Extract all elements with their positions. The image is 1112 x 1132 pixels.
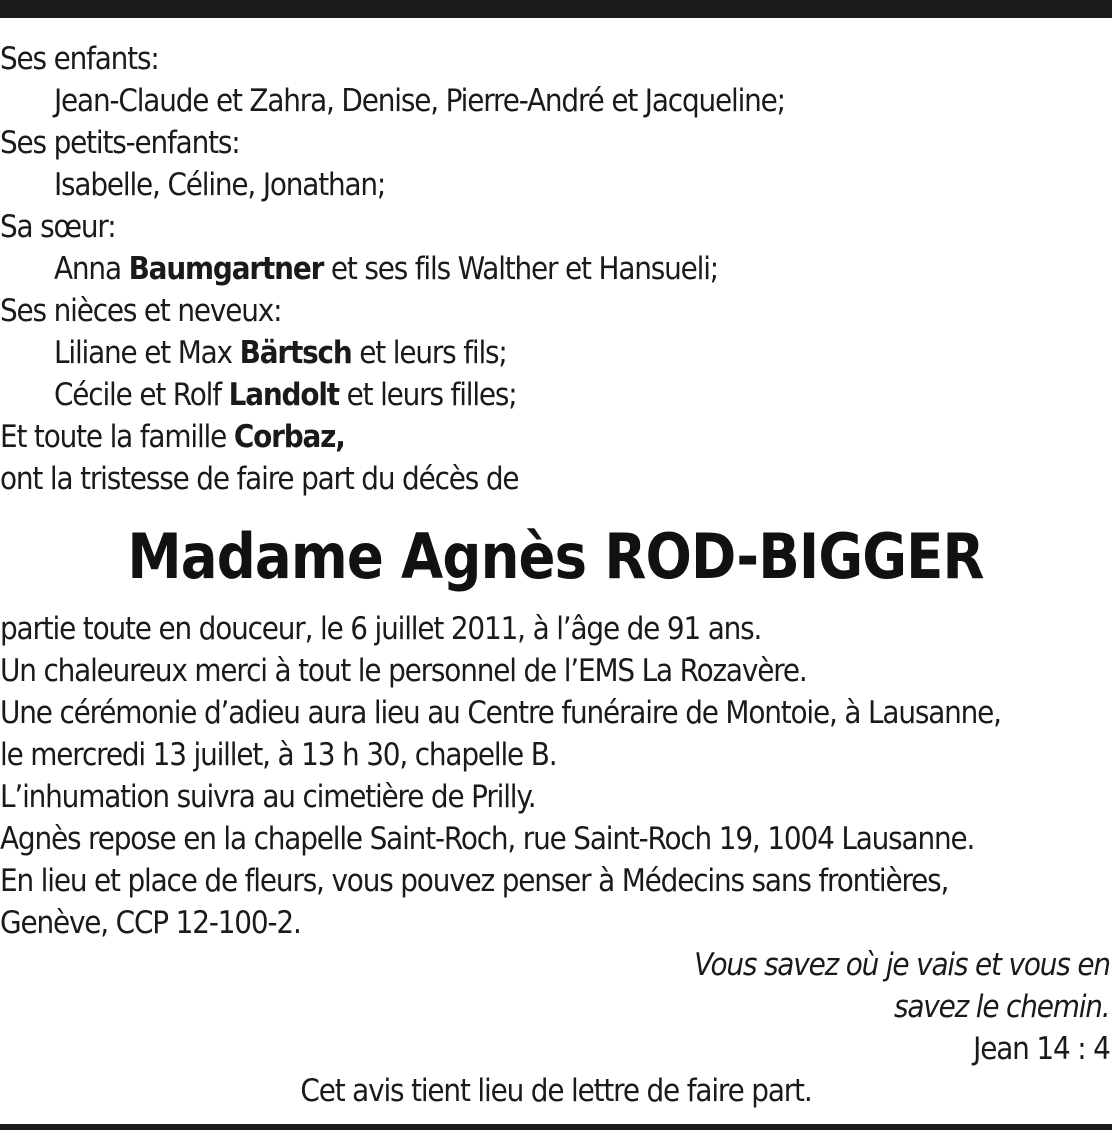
sister-surname: Baumgartner: [128, 251, 324, 287]
sister-rest: et ses fils Walther et Hansueli;: [323, 251, 719, 287]
niece2-surname: Landolt: [228, 377, 339, 413]
niece2-rest: et leurs filles;: [338, 377, 517, 413]
detail-line-3: Une cérémonie d’adieu aura lieu au Centre funéraire de Montoie, à Lausanne,: [0, 695, 1001, 731]
deceased-name-row: [0, 522, 1112, 592]
family-surname: Corbaz,: [233, 419, 345, 455]
quote-line-1: Vous savez où je vais et vous en: [694, 947, 1110, 983]
detail-line-4: le mercredi 13 juillet, à 13 h 30, chapelle B.: [0, 737, 557, 773]
detail-line-1: partie toute en douceur, le 6 juillet 2011, à l’âge de 91 ans.: [0, 611, 762, 647]
detail-line-2: Un chaleureux merci à tout le personnel de l’EMS La Rozavère.: [0, 653, 807, 689]
grandchildren-names: Isabelle, Céline, Jonathan;: [54, 167, 386, 203]
children-label: Ses enfants:: [0, 41, 159, 77]
niece2-line: [54, 374, 517, 416]
niece2-first: Cécile et Rolf: [54, 377, 229, 413]
family-line: [0, 416, 345, 458]
niece1-surname: Bärtsch: [239, 335, 352, 371]
top-rule: [0, 0, 1112, 18]
children-names: Jean-Claude et Zahra, Denise, Pierre-André et Jacqueline;: [54, 83, 785, 119]
sister-label: Sa sœur:: [0, 209, 116, 245]
detail-line-7: En lieu et place de fleurs, vous pouvez penser à Médecins sans frontières,: [0, 863, 949, 899]
sister-first: Anna: [54, 251, 129, 287]
grandchildren-label: Ses petits-enfants:: [0, 125, 240, 161]
niece1-line: [54, 332, 507, 374]
sister-line: [54, 248, 718, 290]
bottom-rule: [0, 1124, 1112, 1130]
detail-line-5: L’inhumation suivra au cimetière de Prilly.: [0, 779, 536, 815]
niece1-rest: et leurs fils;: [351, 335, 507, 371]
notice-text: Cet avis tient lieu de lettre de faire part.: [300, 1073, 812, 1109]
announce-line: ont la tristesse de faire part du décès de: [0, 461, 519, 497]
nieces-label: Ses nièces et neveux:: [0, 293, 282, 329]
deceased-name: Madame Agnès ROD-BIGGER: [127, 520, 985, 593]
niece1-first: Liliane et Max: [54, 335, 240, 371]
quote-reference: Jean 14 : 4: [973, 1031, 1110, 1067]
detail-line-6: Agnès repose en la chapelle Saint-Roch, rue Saint-Roch 19, 1004 Lausanne.: [0, 821, 975, 857]
notice-row: [0, 1070, 1112, 1112]
quote-line-2: savez le chemin.: [894, 989, 1110, 1025]
detail-line-8: Genève, CCP 12-100-2.: [0, 905, 301, 941]
family-first: Et toute la famille: [0, 419, 234, 455]
